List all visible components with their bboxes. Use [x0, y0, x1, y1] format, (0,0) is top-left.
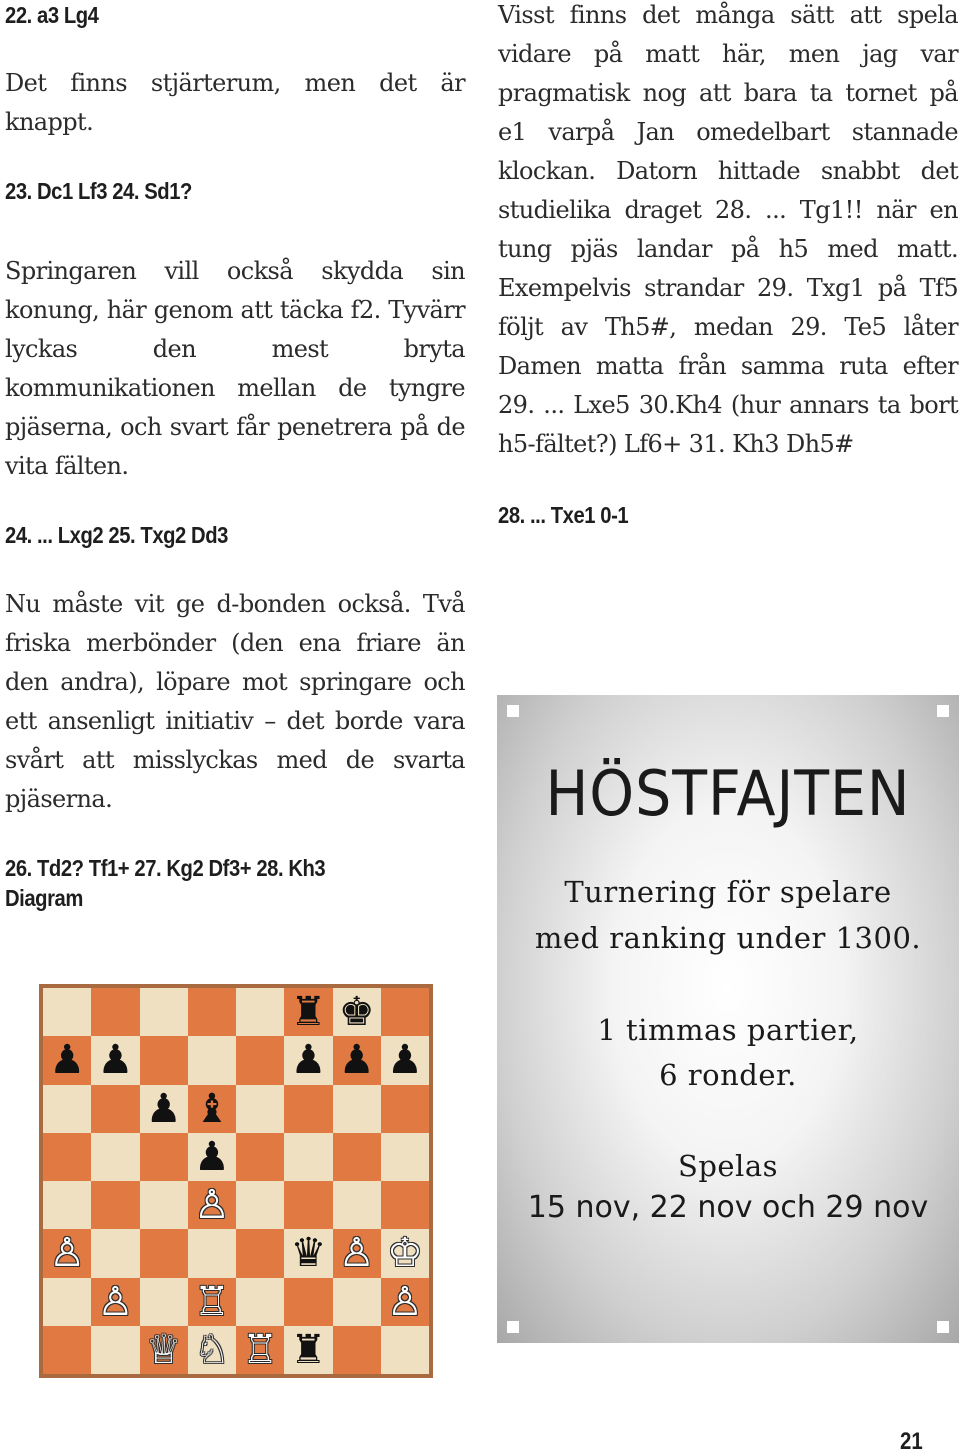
board-square-b1: [91, 1326, 139, 1374]
poster-text: 1 timmas partier,: [597, 1013, 859, 1047]
board-square-a1: [43, 1326, 91, 1374]
board-square-g5: [333, 1133, 381, 1181]
paragraph: Visst finns det många sätt att spela vidare på matt här, men jag var pragmatisk nog att bara ta tornet på e1 varpå Jan omedelbart stannade klockan. Datorn hittade snabbt det studielika draget 28. ... Tg1!! när en tung pjäs landar på h5 med matt. Exempelvis strandar 29. Txg1 på Tf5 följt av Th5#, medan 29. Te5 låter Damen matta från samma ruta efter 29. ... Lxe5 30.Kh4 (hur annars ta bort h5-fältet?) Lf6+ 31. Kh3 Dh5#: [498, 1, 958, 458]
chess-diagram: [39, 984, 433, 1378]
board-square-f5: [284, 1133, 332, 1181]
board-square-h1: [381, 1326, 429, 1374]
chess-piece-black-f7: ♟: [290, 1037, 327, 1084]
corner-ornament: [507, 1321, 519, 1333]
board-square-e7: [236, 1036, 284, 1084]
board-square-b8: [91, 988, 139, 1036]
board-square-g6: [333, 1085, 381, 1133]
corner-ornament: [937, 705, 949, 717]
corner-ornament: [507, 705, 519, 717]
paragraph: Nu måste vit ge d-bonden också. Två friska merbönder (den ena friare än den andra), löpare mot springare och ett ansenligt initiativ – det borde vara svårt att misslyckas med de svarta pjäserna.: [5, 590, 465, 813]
chess-piece-black-d6: ♝: [193, 1085, 230, 1132]
move-line: 26. Td2? Tf1+ 27. Kg2 Df3+ 28. Kh3: [5, 855, 326, 881]
poster-title: HÖSTFAJTEN: [545, 757, 911, 830]
board-square-e4: [236, 1181, 284, 1229]
board-square-g2: [333, 1278, 381, 1326]
board-square-h5: [381, 1133, 429, 1181]
chess-piece-white-c1: ♕: [145, 1326, 182, 1373]
board-square-a6: [43, 1085, 91, 1133]
chess-piece-black-a7: ♟: [49, 1037, 86, 1084]
chess-piece-black-d5: ♟: [193, 1133, 230, 1180]
chess-piece-black-f3: ♛: [290, 1230, 327, 1277]
poster-text: Turnering för spelare: [564, 875, 892, 909]
paragraph: Springaren vill också skydda sin konung, här genom att täcka f2. Tyvärr lyckas den mest bryta kommunikationen mellan de tyngre pjäserna, och svart får penetrera på de vita fälten.: [5, 257, 465, 480]
board-square-a5: [43, 1133, 91, 1181]
chess-piece-white-d2: ♖: [193, 1278, 230, 1325]
board-square-a8: [43, 988, 91, 1036]
corner-ornament: [937, 1321, 949, 1333]
board-square-e5: [236, 1133, 284, 1181]
board-square-b4: [91, 1181, 139, 1229]
board-square-f6: [284, 1085, 332, 1133]
board-square-f2: [284, 1278, 332, 1326]
board-square-c3: [140, 1229, 188, 1277]
chess-piece-black-c6: ♟: [145, 1085, 182, 1132]
poster-text: med ranking under 1300.: [534, 921, 922, 955]
board-square-c2: [140, 1278, 188, 1326]
chess-piece-white-e1: ♖: [242, 1326, 279, 1373]
poster-text: Spelas: [677, 1149, 779, 1183]
board-square-h6: [381, 1085, 429, 1133]
board-square-d3: [188, 1229, 236, 1277]
chess-board-grid: [43, 988, 429, 1374]
board-square-d8: [188, 988, 236, 1036]
board-square-a2: [43, 1278, 91, 1326]
poster-text: 6 ronder.: [659, 1058, 797, 1092]
board-square-e6: [236, 1085, 284, 1133]
chess-piece-black-g8: ♚: [338, 989, 375, 1036]
board-square-f4: [284, 1181, 332, 1229]
board-square-h8: [381, 988, 429, 1036]
chess-piece-black-h7: ♟: [386, 1037, 423, 1084]
chess-piece-black-f1: ♜: [290, 1326, 327, 1373]
chess-piece-white-b2: ♙: [97, 1278, 134, 1325]
board-square-g1: [333, 1326, 381, 1374]
chess-piece-white-d1: ♘: [193, 1326, 230, 1373]
board-square-b3: [91, 1229, 139, 1277]
board-square-e3: [236, 1229, 284, 1277]
board-square-c5: [140, 1133, 188, 1181]
chess-piece-black-b7: ♟: [97, 1037, 134, 1084]
tournament-poster: [497, 695, 959, 1343]
page-number: 21: [900, 1428, 923, 1455]
chess-piece-white-h2: ♙: [386, 1278, 423, 1325]
chess-piece-white-h3: ♔: [386, 1230, 423, 1277]
board-square-c8: [140, 988, 188, 1036]
move-line: 24. ... Lxg2 25. Txg2 Dd3: [5, 522, 228, 548]
chess-piece-black-f8: ♜: [290, 989, 327, 1036]
board-square-e8: [236, 988, 284, 1036]
chess-piece-white-d4: ♙: [193, 1182, 230, 1229]
board-square-h4: [381, 1181, 429, 1229]
chess-piece-white-g3: ♙: [338, 1230, 375, 1277]
board-square-g4: [333, 1181, 381, 1229]
move-line: 23. Dc1 Lf3 24. Sd1?: [5, 178, 192, 204]
chess-piece-white-a3: ♙: [49, 1230, 86, 1277]
poster-dates: 15 nov, 22 nov och 29 nov: [527, 1190, 929, 1225]
board-square-c7: [140, 1036, 188, 1084]
board-square-b5: [91, 1133, 139, 1181]
board-square-a4: [43, 1181, 91, 1229]
board-square-c4: [140, 1181, 188, 1229]
move-line: 28. ... Txe1 0-1: [498, 502, 629, 528]
board-square-e2: [236, 1278, 284, 1326]
paragraph: Det finns stjärterum, men det är knappt.: [5, 69, 465, 136]
board-square-b6: [91, 1085, 139, 1133]
diagram-label: Diagram: [5, 885, 83, 911]
move-line: 22. a3 Lg4: [5, 2, 99, 28]
board-square-d7: [188, 1036, 236, 1084]
chess-piece-black-g7: ♟: [338, 1037, 375, 1084]
